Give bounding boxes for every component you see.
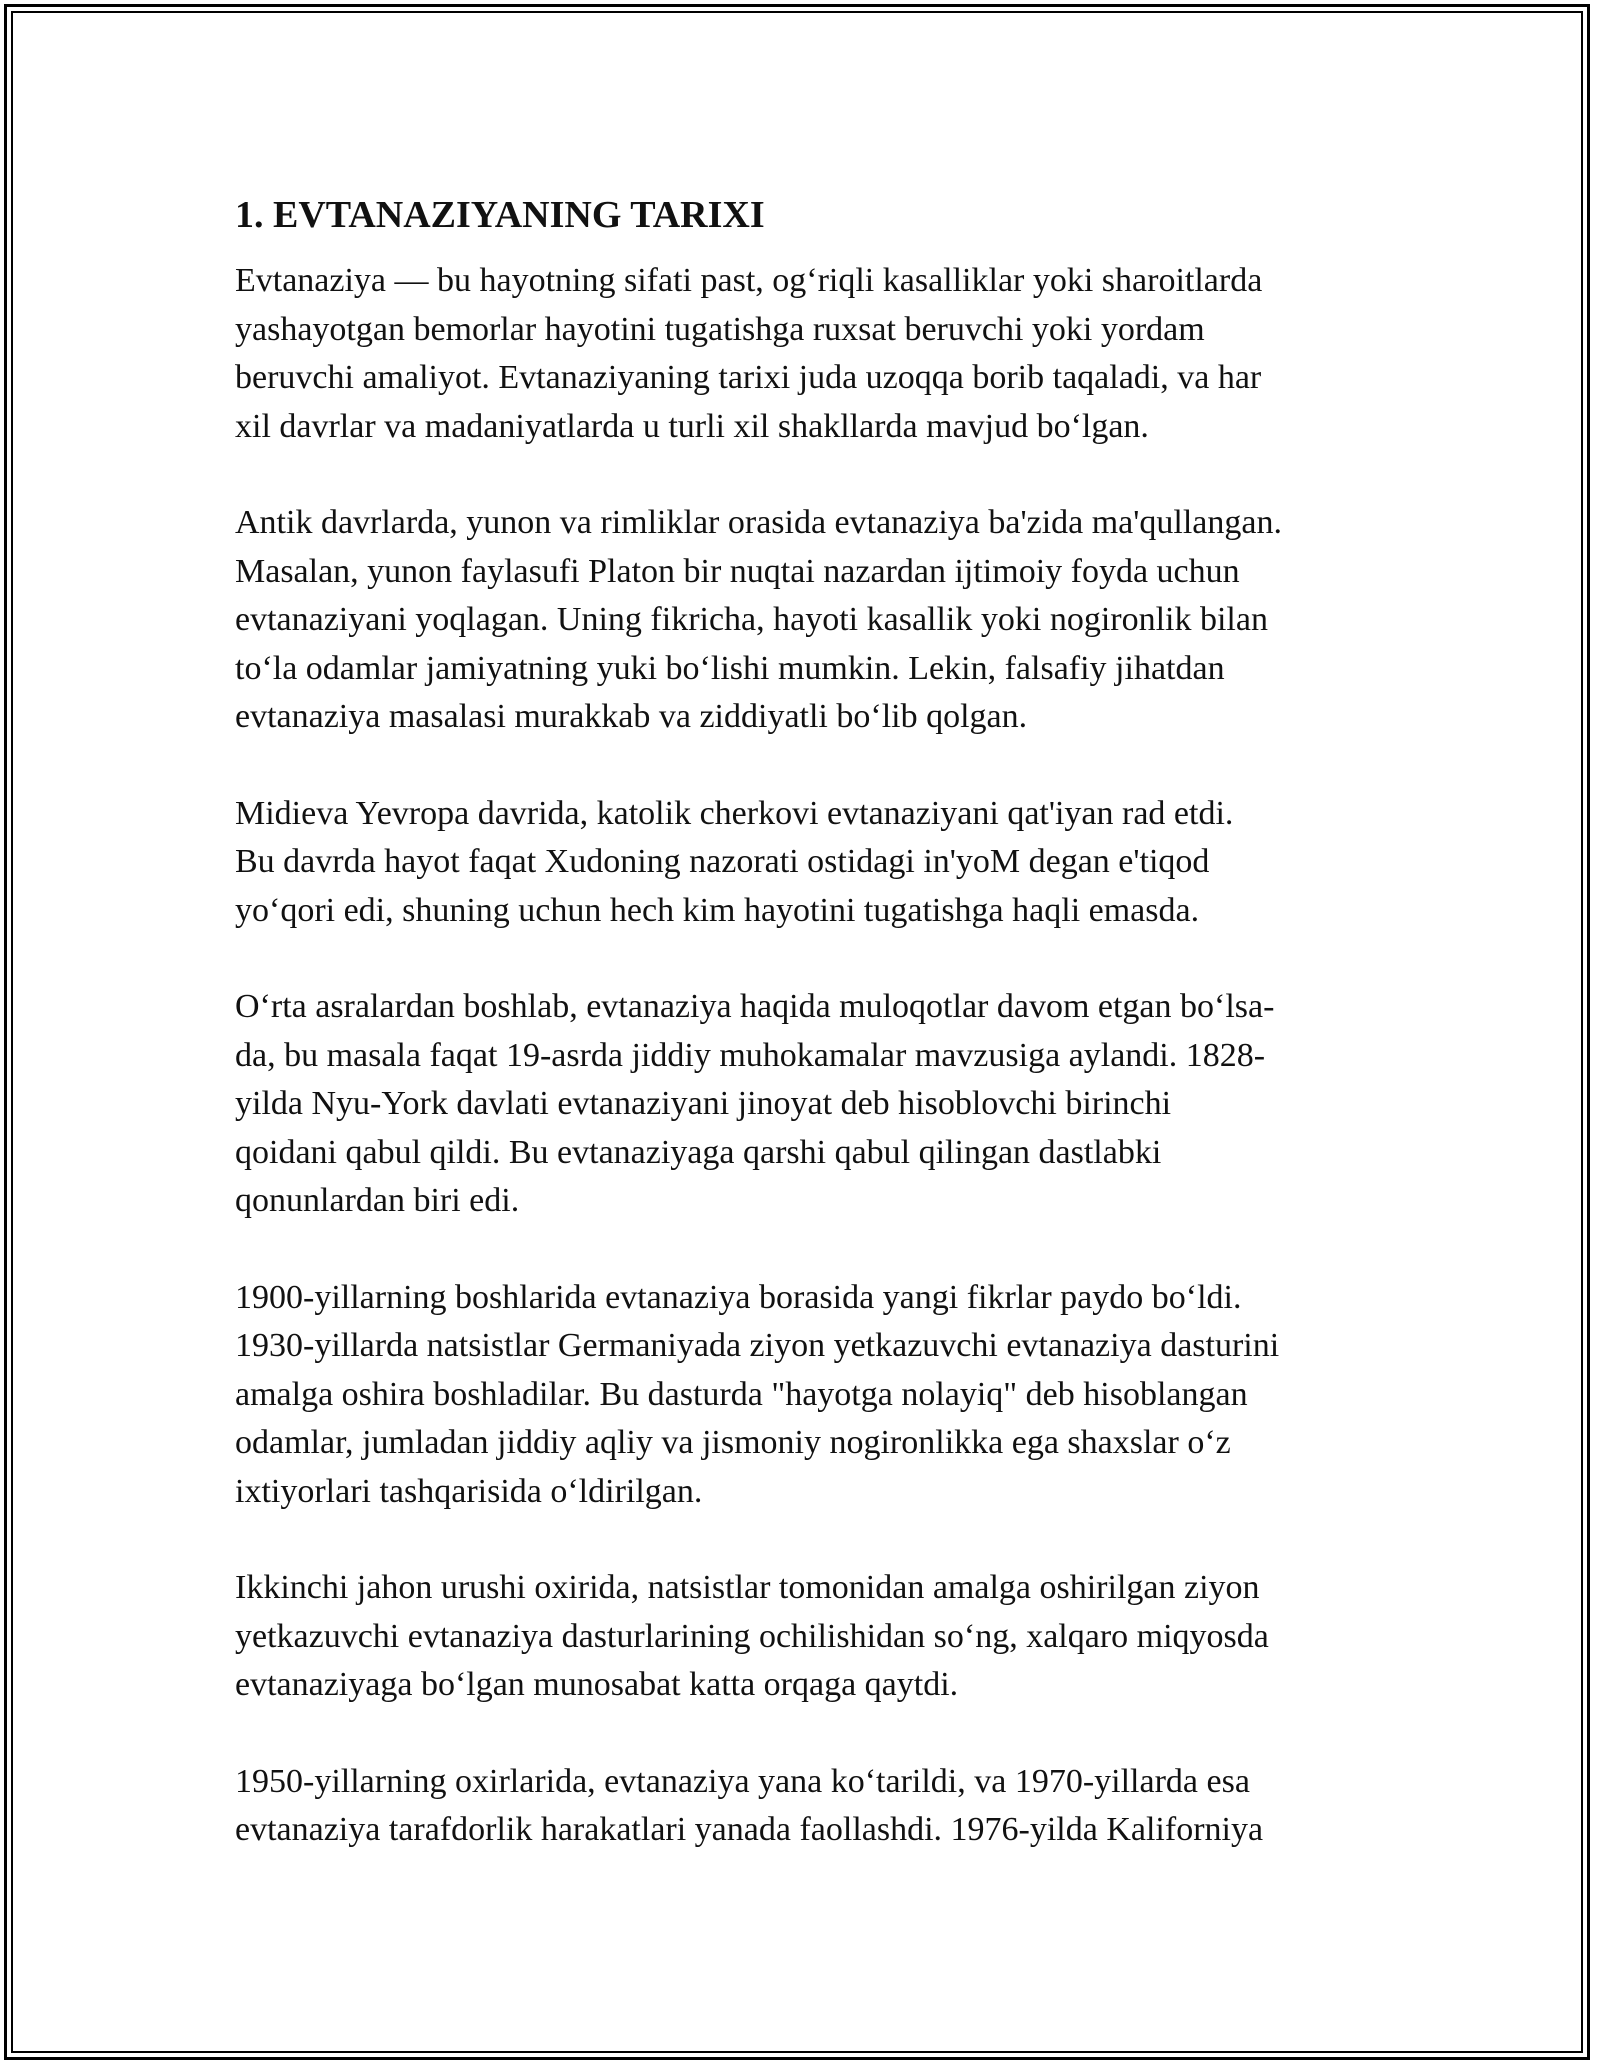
text-line: qonunlardan biri edi. [235,1182,520,1219]
text-line: Masalan, yunon faylasufi Platon bir nuqtai nazardan ijtimoiy foyda uchun [235,552,1240,590]
paragraph-ww2 [235,1564,1375,1710]
text-line: ixtiyorlari tashqarisida o‘ldirilgan. [235,1472,703,1510]
paragraph-antiquity [235,499,1375,742]
text-line: yo‘qori edi, shuning uchun hech kim hayotini tugatishga haqli emasda. [235,891,1200,929]
text-line: Bu davrda hayot faqat Xudoning nazorati ostidagi in'yoM degan e'tiqod [235,843,1210,880]
paragraph-definition [235,257,1375,451]
paragraph-1900s [235,1274,1375,1517]
text-line: 1930-yillarda natsistlar Germaniyada ziyon yetkazuvchi evtanaziya dasturini [235,1327,1280,1364]
document-body [235,185,1375,1903]
text-line: to‘la odamlar jamiyatning yuki bo‘lishi mumkin. Lekin, falsafiy jihatdan [235,649,1225,687]
text-line: evtanaziya tarafdorlik harakatlari yanada faollashdi. 1976-yilda Kaliforniya [235,1811,1264,1848]
text-line: O‘rta asralardan boshlab, evtanaziya haqida muloqotlar davom etgan bo‘lsa- [235,988,1275,1025]
text-line: yilda Nyu-York davlati evtanaziyani jinoyat deb hisoblovchi birinchi [235,1085,1172,1122]
text-line: Evtanaziya — bu hayotning sifati past, og‘riqli kasalliklar yoki sharoitlarda [235,262,1263,299]
text-line: Ikkinchi jahon urushi oxirida, natsistlar tomonidan amalga oshirilgan ziyon [235,1569,1260,1606]
text-line: amalga oshira boshladilar. Bu dasturda "hayotga nolayiq" deb hisoblangan [235,1375,1248,1413]
text-line: evtanaziya masalasi murakkab va ziddiyatli bo‘lib qolgan. [235,698,1028,735]
text-line: 1950-yillarning oxirlarida, evtanaziya yana ko‘tarildi, va 1970-yillarda esa [235,1762,1250,1800]
text-line: Midieva Yevropa davrida, katolik cherkovi evtanaziyani qat'iyan rad etdi. [235,794,1234,832]
text-line: yashayotgan bemorlar hayotini tugatishga ruxsat beruvchi yoki yordam [235,310,1205,348]
text-line: qoidani qabul qildi. Bu evtanaziyaga qarshi qabul qilingan dastlabki [235,1133,1162,1171]
paragraph-1950s [235,1758,1375,1855]
paragraph-medieval [235,790,1375,936]
text-line: evtanaziyani yoqlagan. Uning fikricha, hayoti kasallik yoki nogironlik bilan [235,601,1268,638]
text-line: xil davrlar va madaniyatlarda u turli xil shakllarda mavjud bo‘lgan. [235,407,1149,445]
section-heading: 1. EVTANAZIYANING TARIXI [235,194,765,236]
text-line: da, bu masala faqat 19-asrda jiddiy muhokamalar mavzusiga aylandi. 1828- [235,1036,1266,1074]
text-line: yetkazuvchi evtanaziya dasturlarining ochilishidan so‘ng, xalqaro miqyosda [235,1617,1269,1655]
text-line: beruvchi amaliyot. Evtanaziyaning tarixi juda uzoqqa borib taqaladi, va har [235,359,1262,396]
text-line: evtanaziyaga bo‘lgan munosabat katta orqaga qaytdi. [235,1666,959,1703]
text-line: odamlar, jumladan jiddiy aqliy va jismoniy nogironlikka ega shaxslar o‘z [235,1424,1231,1461]
paragraph-19th-century [235,983,1375,1226]
text-line: Antik davrlarda, yunon va rimliklar orasida evtanaziya ba'zida ma'qullangan. [235,504,1282,541]
text-line: 1900-yillarning boshlarida evtanaziya borasida yangi fikrlar paydo bo‘ldi. [235,1278,1242,1316]
